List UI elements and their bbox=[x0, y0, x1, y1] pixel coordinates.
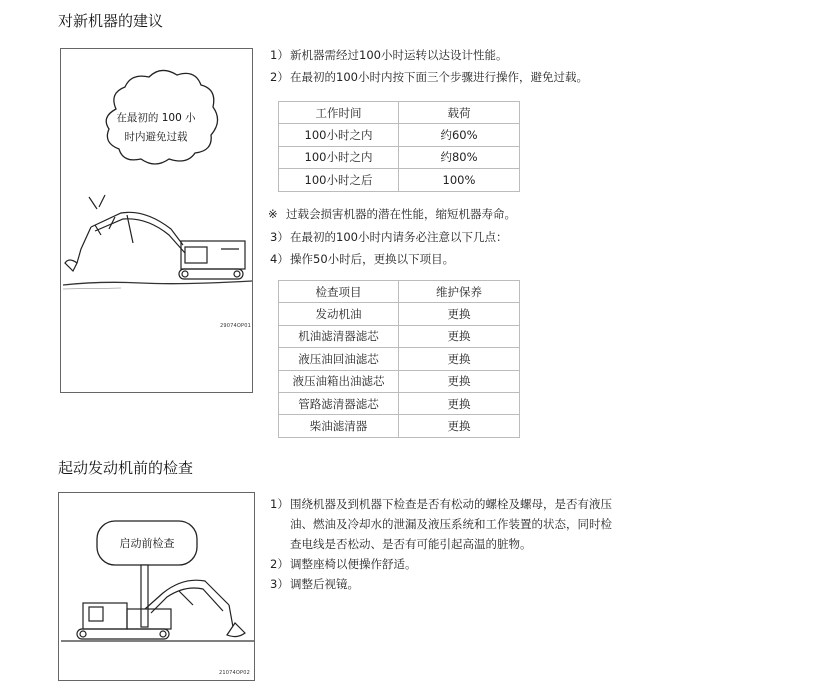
item-list-3 bbox=[270, 494, 650, 594]
table-row: 液压油箱出油滤芯 更换 bbox=[279, 370, 520, 392]
table-header: 载荷 bbox=[399, 102, 520, 124]
item-list-1 bbox=[270, 47, 588, 85]
table-row: 机油滤清器滤芯 更换 bbox=[279, 325, 520, 347]
table-row: 液压油回油滤芯 更换 bbox=[279, 348, 520, 370]
table-header: 工作时间 bbox=[279, 102, 399, 124]
list-item: 2）在最初的100小时内按下面三个步骤进行操作，避免过载。 bbox=[270, 70, 588, 84]
table-header: 维护保养 bbox=[399, 281, 520, 303]
table-row: 100小时之后 100% bbox=[279, 169, 520, 191]
table-row: 100小时之内 约80% bbox=[279, 146, 520, 168]
table-row: 发动机油 更换 bbox=[279, 303, 520, 325]
bubble-text-line2: 时内避免过载 bbox=[124, 131, 188, 143]
maintenance-table bbox=[278, 280, 520, 438]
excavator-illustration bbox=[61, 49, 252, 392]
table-header: 检查项目 bbox=[279, 281, 399, 303]
table-row: 100小时之内 约60% bbox=[279, 124, 520, 146]
figure-overload-warning bbox=[60, 48, 253, 393]
table-row: 管路滤清器滤芯 更换 bbox=[279, 392, 520, 414]
item-list-2 bbox=[270, 229, 507, 267]
table-row: 柴油滤清器 更换 bbox=[279, 415, 520, 437]
excavator-sign-illustration bbox=[59, 493, 254, 680]
list-item: 3）在最初的100小时内请务必注意以下几点： bbox=[270, 230, 508, 244]
load-table bbox=[278, 101, 520, 192]
list-item: 3）调整后视镜。 bbox=[270, 577, 359, 591]
list-item: 1）新机器需经过100小时运转以达设计性能。 bbox=[270, 48, 508, 62]
section-title-new-machine: 对新机器的建议 bbox=[58, 12, 164, 30]
figure-code: 29074OP01 bbox=[220, 323, 252, 329]
figure-pre-start-check bbox=[58, 492, 255, 681]
section-title-pre-start-check: 起动发动机前的检查 bbox=[58, 459, 194, 477]
list-item: 4）操作50小时后，更换以下项目。 bbox=[270, 252, 455, 266]
list-item: 1）围绕机器及到机器下检查是否有松动的螺栓及螺母，是否有液压 油、燃油及冷却水的泄漏及液压系统和工作装置的状态，同时检 查电线是否松动、是否有可能引起高温的脏物。 bbox=[270, 497, 612, 551]
figure-code: 21074OP02 bbox=[219, 670, 251, 676]
list-item: 2）调整座椅以便操作舒适。 bbox=[270, 557, 417, 571]
note-overload: ※ 过载会损害机器的潜在性能，缩短机器寿命。 bbox=[268, 207, 516, 221]
bubble-text-line1: 在最初的 100 小 bbox=[116, 112, 196, 124]
sign-text: 启动前检查 bbox=[119, 537, 175, 550]
